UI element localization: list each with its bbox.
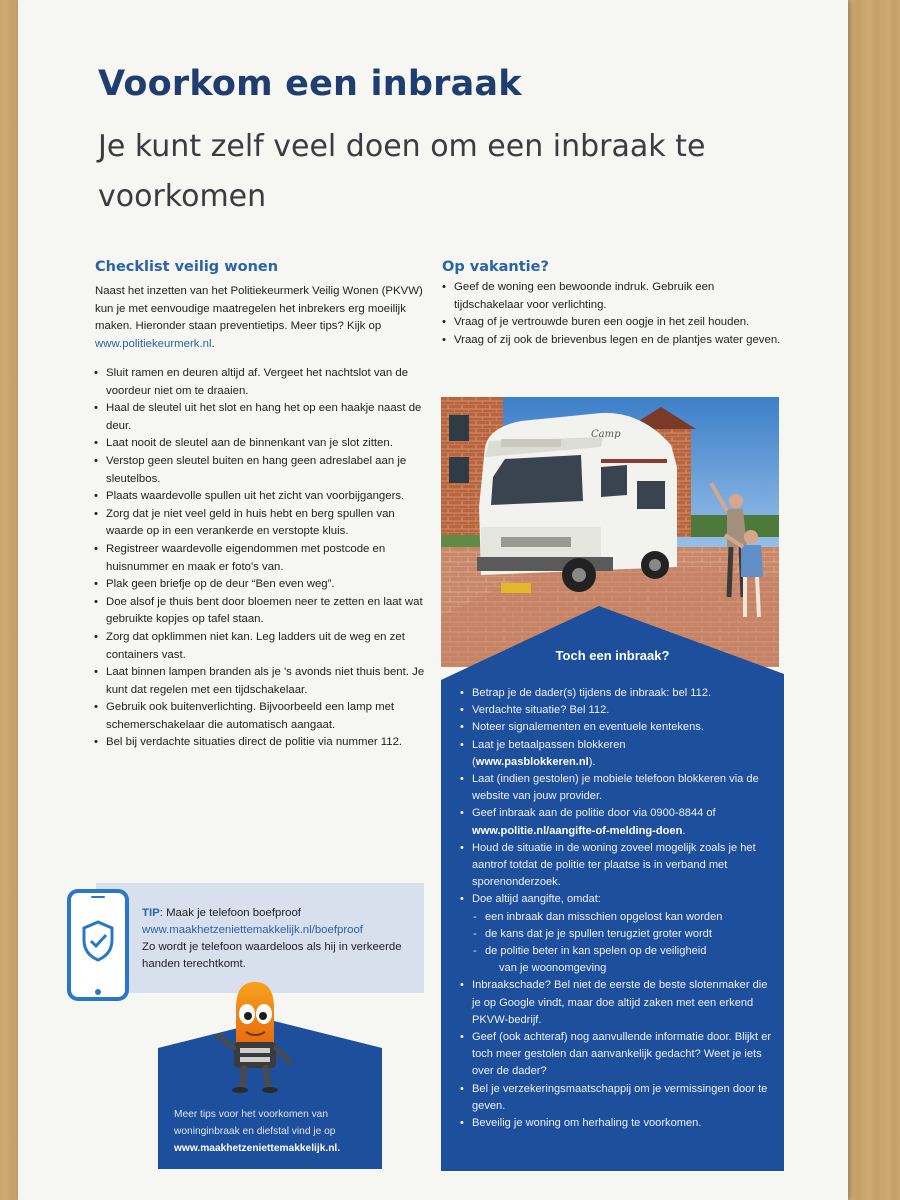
toch-item: • Laat (indien gestolen) je mobiele telefoon blokkeren via de website van jouw provider.: [459, 771, 779, 805]
toch-subitem: - een inbraak dan misschien opgelost kan worden: [459, 909, 779, 926]
toch-item: • Beveilig je woning om herhaling te voorkomen.: [459, 1115, 779, 1132]
more-tips-body: Meer tips voor het voorkomen van woninginbraak en diefstal vind je op: [174, 1109, 336, 1137]
toch-item: • Inbraakschade? Bel niet de eerste de beste slotenmaker die je op Google vindt, maar doe altijd zaken met een erkend PKVW-bedrijf.: [459, 977, 779, 1029]
checklist-item: • Zorg dat opklimmen niet kan. Leg ladders uit de weg en zet containers vast.: [92, 629, 428, 664]
checklist-intro-text: Naast het inzetten van het Politiekeurmerk Veilig Wonen (PKVW) kun je met eenvoudige maatregelen het inbrekers erg moeilijk maken. Hieronder staan preventietips. Meer tips? Kijk op: [95, 285, 423, 332]
toch-list: [459, 685, 779, 1132]
vakantie-item: • Vraag of je vertrouwde buren een oogje in het zeil houden.: [440, 314, 785, 332]
vakantie-item: • Vraag of zij ook de brievenbus legen en de plantjes water geven.: [440, 332, 785, 350]
checklist-item: • Plak geen briefje op de deur “Ben even weg”.: [92, 576, 428, 594]
page-subtitle: Je kunt zelf veel doen om een inbraak te voorkomen: [98, 129, 706, 214]
toch-item: • Geef (ook achteraf) nog aanvullende informatie door. Blijkt er toch meer gestolen dan aanvankelijk gedacht? Weet je iets over de dader?: [459, 1029, 779, 1081]
checklist-item: • Verstop geen sleutel buiten en hang geen adreslabel aan je sleutelbos.: [92, 453, 428, 488]
phone-shield-icon: [66, 888, 130, 1007]
toch-item: • Noteer signalementen en eventuele kentekens.: [459, 719, 779, 736]
toch-item: • Laat je betaalpassen blokkeren (www.pasblokkeren.nl).: [459, 737, 779, 771]
toch-item: • Doe altijd aangifte, omdat:: [459, 891, 779, 908]
vakantie-heading: Op vakantie?: [442, 259, 549, 275]
vakantie-list: [440, 279, 785, 349]
toch-item: • Houd de situatie in de woning zoveel mogelijk zoals je het aantrof totdat de politie ter plaatse is in verband met sporenonderzoek.: [459, 840, 779, 892]
maakhetzeniettemakkelijk-link[interactable]: www.maakhetzeniettemakkelijk.nl.: [174, 1143, 341, 1154]
toch-heading: Toch een inbraak?: [555, 648, 670, 663]
vakantie-item: • Geef de woning een bewoonde indruk. Gebruik een tijdschakelaar voor verlichting.: [440, 279, 785, 314]
toch-item: • Verdachte situatie? Bel 112.: [459, 702, 779, 719]
checklist-item: • Registreer waardevolle eigendommen met postcode en huisnummer en maak er foto's van.: [92, 541, 428, 576]
checklist-intro: [95, 283, 425, 353]
checklist-item: • Bel bij verdachte situaties direct de politie via nummer 112.: [92, 734, 428, 752]
checklist-item: • Laat nooit de sleutel aan de binnenkant van je slot zitten.: [92, 435, 428, 453]
checklist-item: • Gebruik ook buitenverlichting. Bijvoorbeeld een lamp met schemerschakelaar die automatisch aangaat.: [92, 699, 428, 734]
toch-subitem: - de kans dat je je spullen terugziet groter wordt: [459, 926, 779, 943]
tip-label: TIP: [142, 907, 160, 919]
checklist-item: • Zorg dat je niet veel geld in huis hebt en berg spullen van waarde op in een verankerde en verstopte kluis.: [92, 506, 428, 541]
tip-body: Zo wordt je telefoon waardeloos als hij in verkeerde handen terechtkomt.: [142, 941, 402, 970]
politie-aangifte-link[interactable]: www.politie.nl/aangifte-of-melding-doen: [472, 824, 683, 837]
toch-item-text: Geef inbraak aan de politie door via 0900-8844 of: [472, 807, 716, 820]
checklist-list: [92, 365, 428, 752]
toch-item: • Geef inbraak aan de politie door via 0900-8844 of www.politie.nl/aangifte-of-melding-doen.: [459, 805, 779, 839]
mascot-figure: [210, 978, 300, 1099]
politiekeurmerk-link[interactable]: www.politiekeurmerk.nl: [95, 337, 212, 350]
checklist-item: • Laat binnen lampen branden als je 's avonds niet thuis bent. Je kunt dat regelen met een tijdschakelaar.: [92, 664, 428, 699]
toch-item: • Bel je verzekeringsmaatschappij om je vermissingen door te geven.: [459, 1081, 779, 1115]
boefproof-link[interactable]: www.maakhetzeniettemakkelijk.nl/boefproof: [142, 924, 363, 936]
toch-item-text: Laat je betaalpassen blokkeren: [472, 738, 626, 751]
checklist-heading: Checklist veilig wonen: [95, 259, 279, 275]
checklist-intro-end: .: [211, 337, 215, 350]
checklist-item: • Plaats waardevolle spullen uit het zicht van voorbijgangers.: [92, 488, 428, 506]
more-tips-text: [174, 1106, 378, 1157]
tip-text: [142, 905, 412, 973]
camper-brand-text: Camp: [591, 429, 621, 440]
page-title: Voorkom een inbraak: [98, 64, 522, 104]
toch-subitem: - de politie beter in kan spelen op de veiligheid: [459, 943, 779, 960]
checklist-item: • Sluit ramen en deuren altijd af. Vergeet het nachtslot van de voordeur niet om te draaien.: [92, 365, 428, 400]
toch-een-inbraak-panel: [441, 606, 784, 1171]
toch-subitem-continued: van je woonomgeving: [499, 962, 607, 975]
pasblokkeren-link[interactable]: www.pasblokkeren.nl: [475, 755, 589, 768]
checklist-item: • Doe alsof je thuis bent door bloemen neer te zetten en laat wat gebruikte kopjes op tafel staan.: [92, 594, 428, 629]
checklist-item: • Haal de sleutel uit het slot en hang het op een haakje naast de deur.: [92, 400, 428, 435]
toch-item: • Betrap je de dader(s) tijdens de inbraak: bel 112.: [459, 685, 779, 702]
tip-title: : Maak je telefoon boefproof: [159, 907, 301, 919]
